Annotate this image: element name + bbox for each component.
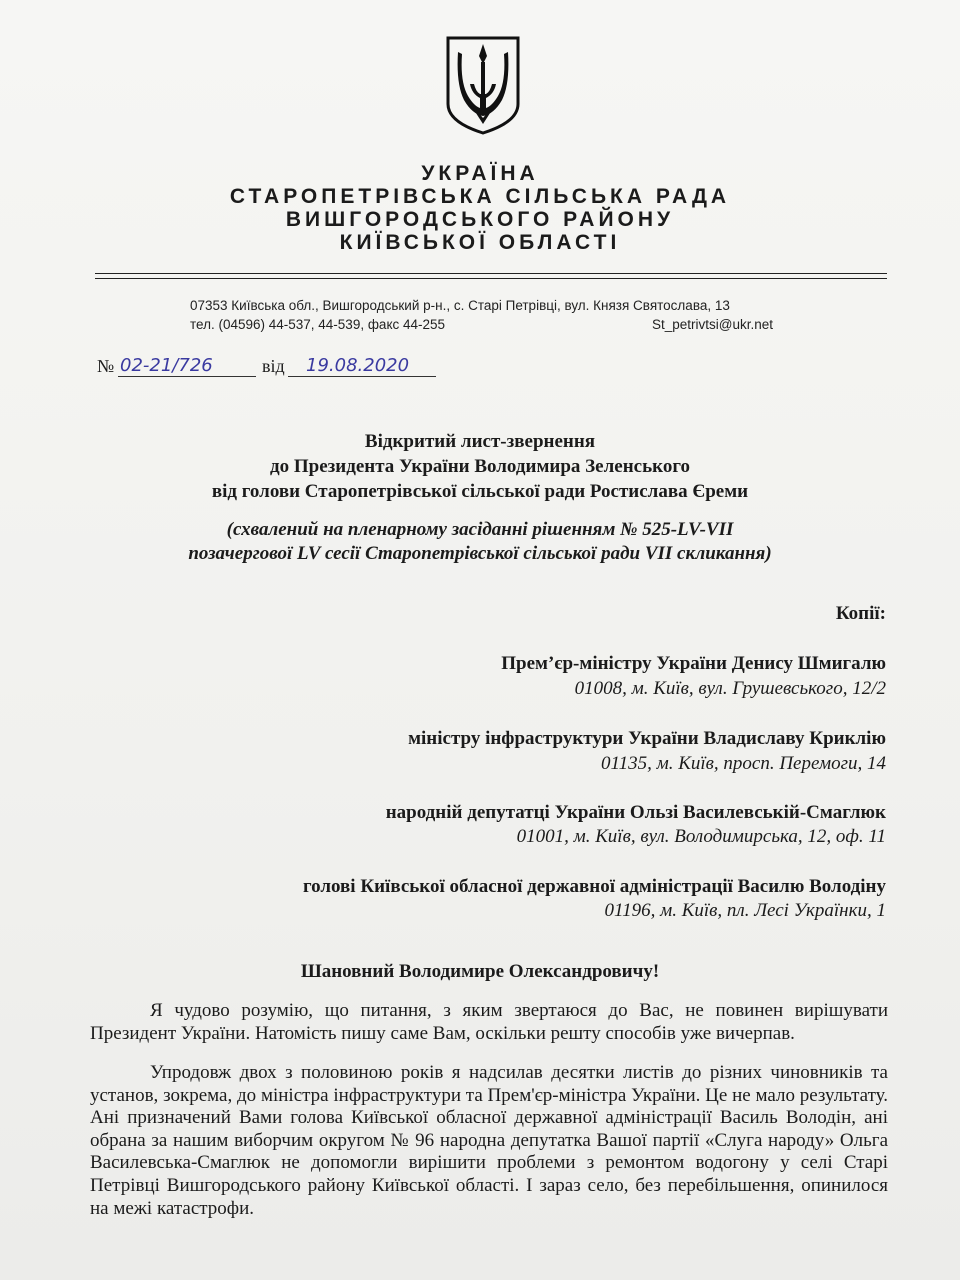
reg-date-label: від bbox=[262, 356, 285, 376]
letter-subtitle-1: (схвалений на пленарному засіданні рішенням № 525-LV-VII bbox=[226, 519, 734, 540]
phone-line: тел. (04596) 44-537, 44-539, факс 44-255 bbox=[190, 317, 446, 332]
header-divider-top bbox=[95, 273, 887, 274]
header-council: СТАРОПЕТРІВСЬКА СІЛЬСЬКА РАДА bbox=[229, 185, 731, 208]
body-paragraph: Упродовж двох з половиною років я надсилав десятки листів до різних чиновників та установ, зокрема, до міністра інфраструктури та Прем'єр-міністра України. Це не мало результату. Ані призначений Вами голова Київської обласної державної адміністрації Василь Володін, ані обрана за нашим виборчим округом № 96 народна депутатка Вашої партії «Слуга народу» Ольга Василевська-Смаглюк не допомогли вирішити проблеми з ремонтом водогону у селі Старі Петрівці Вишгородського району Київської області. І зараз село, без перебільшення, опинилося на межі катастрофи. bbox=[90, 1062, 888, 1219]
recipient-address: 01001, м. Київ, вул. Володимирська, 12, оф. 11 bbox=[516, 826, 886, 847]
copies-label: Копії: bbox=[835, 603, 886, 624]
recipient-address: 01196, м. Київ, пл. Лесі Українки, 1 bbox=[604, 900, 886, 921]
reg-number-label: № bbox=[97, 356, 115, 376]
header-divider-bottom bbox=[95, 278, 887, 279]
letter-title-3: від голови Старопетрівської сільської ради Ростислава Єреми bbox=[211, 481, 749, 502]
address-line: 07353 Київська обл., Вишгородський р-н., с. Старі Петрівці, вул. Князя Святослава, 13 bbox=[190, 298, 730, 313]
recipient-address: 01135, м. Київ, просп. Перемоги, 14 bbox=[601, 753, 886, 774]
header-region: КИЇВСЬКОЇ ОБЛАСТІ bbox=[339, 231, 621, 254]
reg-date-value: 19.08.2020 bbox=[306, 355, 410, 376]
body-paragraph: Я чудово розумію, що питання, з яким звертаюся до Вас, не повинен вирішувати Президент України. Натомість пишу саме Вам, оскільки решту способів уже вичерпав. bbox=[90, 1000, 888, 1044]
reg-number-value: 02-21/726 bbox=[120, 355, 213, 376]
header-country: УКРАЇНА bbox=[421, 162, 539, 185]
letter-subtitle-2: позачергової LV сесії Старопетрівської сільської ради VII скликання) bbox=[188, 543, 772, 564]
salutation: Шановний Володимире Олександровичу! bbox=[300, 961, 660, 982]
recipient-name: народній депутатці України Ользі Василевській-Смаглюк bbox=[385, 802, 886, 823]
reg-date-underline bbox=[288, 376, 436, 377]
reg-number-underline bbox=[118, 376, 256, 377]
recipient-name: голові Київської обласної державної адміністрації Василю Володіну bbox=[302, 876, 886, 897]
recipient-address: 01008, м. Київ, вул. Грушевського, 12/2 bbox=[574, 678, 886, 699]
recipient-name: Прем’єр-міністру України Денису Шмигалю bbox=[501, 653, 886, 674]
letter-title-2: до Президента України Володимира Зеленського bbox=[270, 456, 690, 477]
email-line: St_petrivtsi@ukr.net bbox=[652, 317, 774, 332]
letter-title-1: Відкритий лист-звернення bbox=[364, 431, 596, 452]
recipient-name: міністру інфраструктури України Владиславу Криклію bbox=[408, 728, 886, 749]
trident-emblem-icon bbox=[444, 34, 522, 136]
header-district: ВИШГОРОДСЬКОГО РАЙОНУ bbox=[285, 208, 675, 231]
